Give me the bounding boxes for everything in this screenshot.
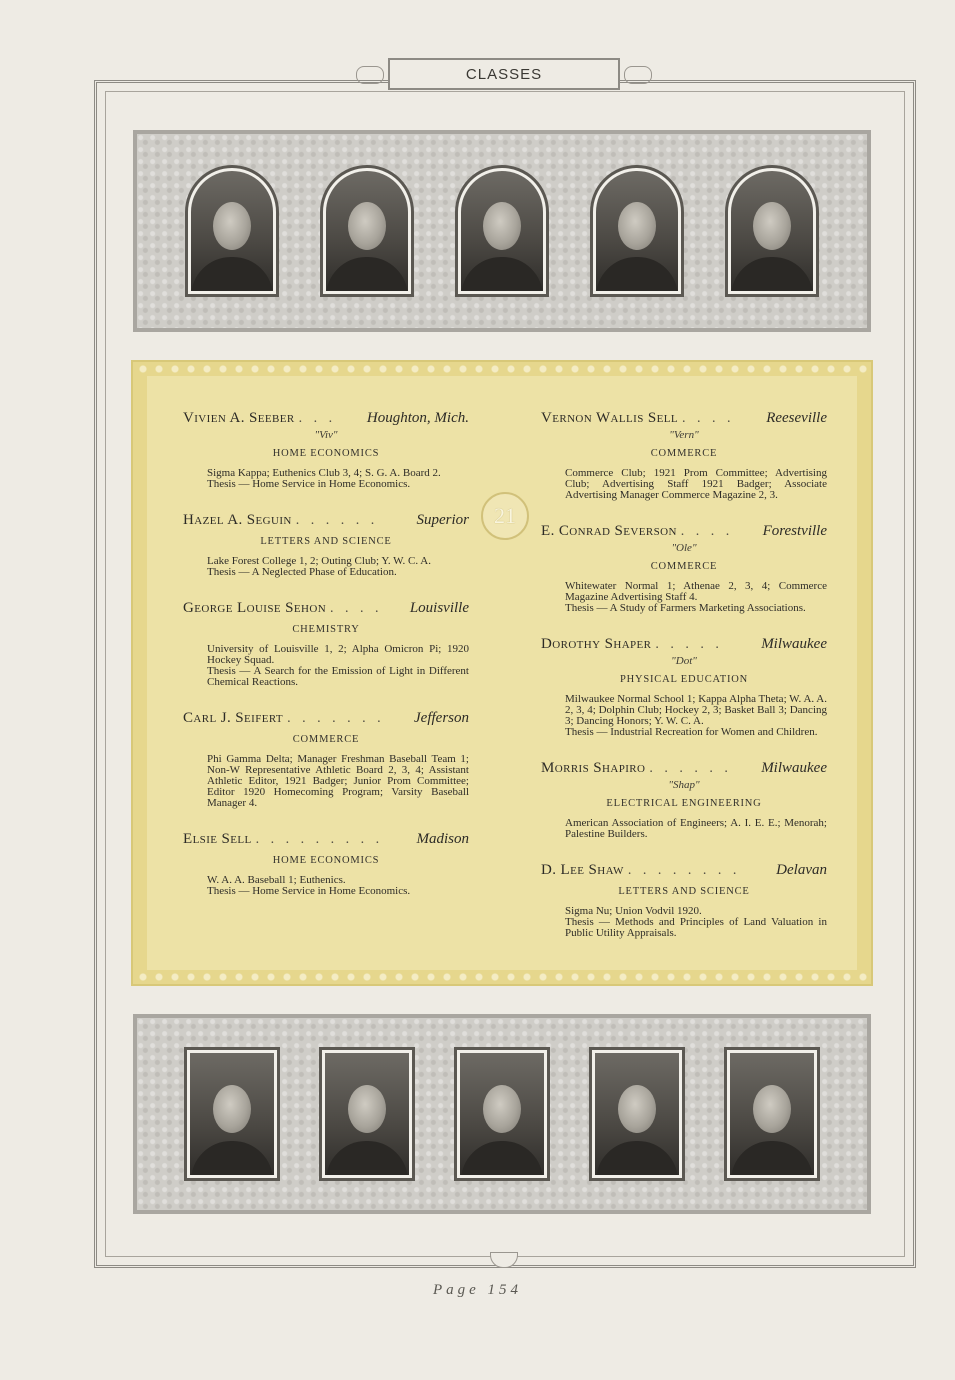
student-entry (183, 600, 469, 688)
student-entry (183, 410, 469, 490)
entry-head (183, 410, 469, 427)
entry-head (183, 710, 469, 727)
portrait-photo (454, 1047, 550, 1181)
student-hometown: Reeseville (766, 410, 827, 426)
student-hometown: Milwaukee (761, 760, 827, 776)
entry-head (541, 862, 827, 879)
portrait-image (190, 1053, 274, 1175)
student-name: Dorothy Shaper (541, 636, 652, 652)
entry-head (183, 600, 469, 617)
student-activities (207, 468, 469, 490)
entry-head (541, 523, 827, 540)
student-nickname: "Viv" (314, 429, 338, 441)
thesis-line: Thesis — A Search for the Emission of Light in Different Chemical Reactions. (207, 665, 469, 688)
activities-line: Lake Forest College 1, 2; Outing Club; Y. W. C. A. (207, 555, 431, 567)
portrait-photo (184, 1047, 280, 1181)
page-number: Page 154 (432, 1282, 523, 1298)
thesis-line: Thesis — Home Service in Home Economics. (207, 885, 411, 897)
student-hometown: Madison (416, 831, 469, 847)
leader-dots: . . . . . . (649, 761, 732, 776)
entry-head (183, 512, 469, 529)
entry-head (541, 410, 827, 427)
thesis-line: Thesis — Home Service in Home Economics. (207, 478, 411, 490)
activities-line: W. A. A. Baseball 1; Euthenics. (207, 874, 346, 886)
student-activities (565, 581, 827, 614)
class-year-seal: 21 (481, 492, 529, 540)
student-department: COMMERCE (292, 734, 360, 745)
portrait-image (731, 171, 813, 291)
portrait-photo (589, 1047, 685, 1181)
student-activities (207, 556, 469, 578)
student-department: ELECTRICAL ENGINEERING (606, 798, 762, 809)
student-department: PHYSICAL EDUCATION (619, 674, 749, 685)
biography-panel (133, 362, 871, 984)
left-column (183, 410, 469, 919)
leader-dots: . . . . (330, 601, 383, 616)
student-entry (541, 636, 827, 738)
portrait-image (325, 1053, 409, 1175)
portrait-photo (185, 165, 279, 297)
portrait-photo (724, 1047, 820, 1181)
student-nickname: "Ole" (671, 542, 697, 554)
portrait-image (730, 1053, 814, 1175)
student-nickname: "Vern" (669, 429, 699, 441)
activities-line: American Association of Engineers; A. I. E. E.; Menorah; Palestine Builders. (565, 817, 827, 840)
portrait-image (460, 1053, 544, 1175)
student-hometown: Houghton, Mich. (366, 410, 469, 426)
activities-line: Whitewater Normal 1; Athenae 2, 3, 4; Commerce Magazine Advertising Staff 4. (565, 580, 827, 603)
student-entry (541, 410, 827, 501)
leader-dots: . . . . (680, 524, 734, 539)
student-entry (541, 862, 827, 939)
leader-dots: . . . . . . . . . (255, 832, 384, 847)
portrait-image (326, 171, 408, 291)
leader-dots: . . . . . . . (287, 711, 385, 726)
leader-dots: . . . . . (655, 637, 723, 652)
portrait-image (461, 171, 543, 291)
thesis-line: Thesis — Methods and Principles of Land Valuation in Public Utility Appraisals. (565, 916, 827, 939)
student-department: COMMERCE (650, 448, 718, 459)
student-name: Vernon Wallis Sell (541, 410, 678, 426)
student-department: COMMERCE (650, 561, 718, 572)
activities-line: Sigma Kappa; Euthenics Club 3, 4; S. G. A. Board 2. (207, 467, 441, 479)
activities-line: Milwaukee Normal School 1; Kappa Alpha Theta; W. A. A. 2, 3, 4; Dolphin Club; Hockey 2, 3; Basket Ball 3; Dancing 3; Dancing Honors; Y. W. C. A. (565, 693, 827, 727)
student-hometown: Jefferson (414, 710, 469, 726)
portrait-photo (319, 1047, 415, 1181)
student-hometown: Milwaukee (761, 636, 827, 652)
portrait-photo (320, 165, 414, 297)
student-activities (565, 468, 827, 501)
student-department: HOME ECONOMICS (272, 448, 380, 459)
student-activities (207, 754, 469, 809)
student-name: Carl J. Seifert (183, 710, 284, 726)
entry-head (541, 636, 827, 653)
student-hometown: Forestville (762, 523, 827, 539)
entry-head (541, 760, 827, 777)
student-name: Morris Shapiro (541, 760, 646, 776)
activities-line: University of Louisville 1, 2; Alpha Omicron Pi; 1920 Hockey Squad. (207, 643, 469, 666)
portrait-image (596, 171, 678, 291)
student-department: LETTERS AND SCIENCE (260, 536, 392, 547)
student-name: Vivien A. Seeber (183, 410, 295, 426)
top-photo-band (133, 130, 871, 332)
header-box (388, 58, 620, 90)
student-name: D. Lee Shaw (541, 862, 624, 878)
leader-dots: . . . (298, 411, 337, 426)
student-name: Hazel A. Seguin (183, 512, 292, 528)
portrait-photo (455, 165, 549, 297)
student-entry (183, 831, 469, 897)
student-name: Elsie Sell (183, 831, 252, 847)
student-hometown: Superior (416, 512, 469, 528)
student-entry (541, 760, 827, 840)
bottom-photo-band (133, 1014, 871, 1214)
portrait-photo (590, 165, 684, 297)
student-activities (207, 875, 469, 897)
student-department: HOME ECONOMICS (272, 855, 380, 866)
entry-head (183, 831, 469, 848)
student-hometown: Delavan (776, 862, 827, 878)
thesis-line: Thesis — A Study of Farmers Marketing Associations. (565, 602, 806, 614)
student-name: E. Conrad Severson (541, 523, 677, 539)
portrait-image (595, 1053, 679, 1175)
student-name: George Louise Sehon (183, 600, 327, 616)
leader-dots: . . . . . . . . (627, 863, 741, 878)
student-nickname: "Dot" (671, 655, 697, 667)
student-hometown: Louisville (409, 600, 469, 616)
student-entry (183, 710, 469, 809)
student-activities (565, 906, 827, 939)
activities-line: Commerce Club; 1921 Prom Committee; Advertising Club; Advertising Staff 1921 Badger; Associate Advertising Manager Commerce Magazine 2, 3. (565, 467, 827, 501)
student-activities (207, 644, 469, 688)
student-entry (541, 523, 827, 614)
student-department: LETTERS AND SCIENCE (618, 886, 750, 897)
student-activities (565, 694, 827, 738)
activities-line: Phi Gamma Delta; Manager Freshman Baseball Team 1; Non-W Representative Athletic Board 2, 3, 4; Assistant Athletic Editor, 1921 Badger; Junior Prom Committee; Editor 1920 Homecoming Program; Varsity Baseball Manager 4. (207, 753, 469, 809)
portrait-image (191, 171, 273, 291)
leader-dots: . . . . (681, 411, 735, 426)
activities-line: Sigma Nu; Union Vodvil 1920. (565, 905, 702, 917)
student-activities (565, 818, 827, 840)
thesis-line: Thesis — A Neglected Phase of Education. (207, 566, 397, 578)
student-nickname: "Shap" (668, 779, 700, 791)
portrait-photo (725, 165, 819, 297)
right-column (541, 410, 827, 961)
page-header-title: CLASSES (465, 65, 543, 83)
thesis-line: Thesis — Industrial Recreation for Women and Children. (565, 726, 818, 738)
student-entry (183, 512, 469, 578)
student-department: CHEMISTRY (292, 624, 360, 635)
leader-dots: . . . . . . (295, 513, 379, 528)
